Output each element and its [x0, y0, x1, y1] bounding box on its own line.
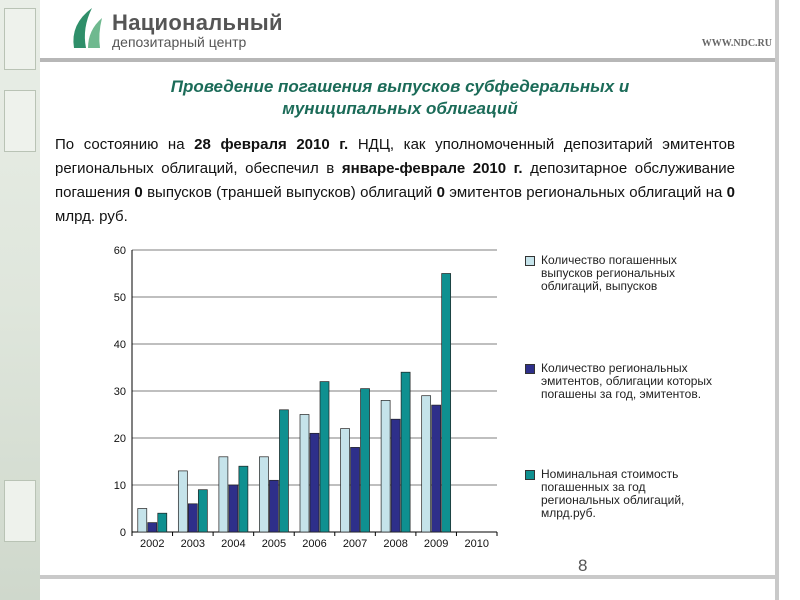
- y-tick-label: 40: [113, 339, 126, 351]
- bar-2: [310, 433, 319, 532]
- legend-swatch: [525, 364, 535, 374]
- window-decoration: [4, 480, 36, 542]
- bar-1: [381, 400, 390, 532]
- window-decoration: [4, 90, 36, 152]
- paragraph-text: По состоянию на: [55, 136, 195, 153]
- x-tick-label: 2007: [342, 538, 368, 550]
- y-tick-label: 20: [113, 433, 126, 445]
- bar-3: [198, 490, 207, 532]
- paragraph-period: январе-феврале 2010 г.: [341, 160, 523, 177]
- legend-label: Номинальная стоимость погашенных за год региональных облигаций, млрд.руб.: [541, 467, 685, 520]
- bar-3: [279, 410, 288, 532]
- x-tick-label: 2002: [140, 538, 165, 550]
- logo-subtitle: депозитарный центр: [112, 34, 247, 50]
- legend-swatch: [525, 470, 535, 480]
- paragraph-issues-count: 0: [134, 184, 143, 201]
- summary-paragraph: [55, 133, 735, 229]
- x-tick-label: 2009: [423, 538, 449, 550]
- legend-swatch: [525, 256, 535, 266]
- bar-1: [178, 471, 187, 532]
- paragraph-text: эмитентов региональных облигаций на: [444, 184, 727, 201]
- y-tick-label: 10: [113, 480, 126, 492]
- paragraph-text: депозитарное обслуживание погашения: [55, 160, 735, 201]
- y-tick-label: 30: [113, 386, 126, 398]
- page-number: 8: [578, 556, 588, 575]
- bar-1: [341, 429, 350, 532]
- legend-label: Количество погашенных выпусков региональных облигаций, выпусков: [541, 253, 677, 293]
- logo-title: Национальный: [112, 10, 283, 35]
- bar-2: [391, 419, 400, 532]
- bar-1: [138, 509, 147, 533]
- paragraph-amount: 0: [726, 184, 736, 201]
- x-tick-label: 2003: [180, 538, 206, 550]
- paragraph-text: НДЦ, как уполномоченный депозитарий эмитентов региональных облигаций, обеспечил в: [55, 136, 735, 177]
- y-tick-label: 0: [119, 527, 126, 539]
- slide-title-line1: Проведение погашения выпусков субфедеральных и: [170, 77, 630, 96]
- bar-3: [239, 466, 248, 532]
- y-tick-label: 60: [113, 245, 126, 257]
- slide-title: [60, 76, 740, 120]
- y-tick-label: 50: [113, 292, 126, 304]
- paragraph-text: млрд. руб.: [55, 208, 128, 225]
- bar-2: [351, 447, 360, 532]
- x-tick-label: 2010: [464, 538, 489, 550]
- bar-3: [361, 389, 370, 532]
- bottom-border: [40, 575, 778, 579]
- bar-1: [259, 457, 268, 532]
- right-border: [775, 0, 779, 600]
- legend-label: Количество региональных эмитентов, облигации которых погашены за год, эмитентов.: [541, 361, 713, 401]
- bar-1: [300, 415, 309, 533]
- bar-3: [158, 513, 167, 532]
- bar-3: [401, 372, 410, 532]
- bar-chart: [96, 240, 506, 560]
- paragraph-text: выпусков (траншей выпусков) облигаций: [142, 184, 437, 201]
- bar-2: [188, 504, 197, 532]
- bar-2: [269, 480, 278, 532]
- background-building-strip: [0, 0, 40, 600]
- bar-2: [229, 485, 238, 532]
- paragraph-date: 28 февраля 2010 г.: [194, 136, 349, 153]
- ndc-logo-icon: [66, 4, 106, 52]
- x-tick-label: 2006: [302, 538, 327, 550]
- bar-2: [148, 523, 157, 532]
- website-link[interactable]: WWW.NDC.RU: [701, 38, 772, 49]
- paragraph-issuers-count: 0: [436, 184, 445, 201]
- bar-1: [219, 457, 228, 532]
- window-decoration: [4, 8, 36, 70]
- x-tick-label: 2008: [383, 538, 408, 550]
- bar-3: [442, 274, 451, 533]
- x-tick-label: 2005: [261, 538, 287, 550]
- x-tick-label: 2004: [221, 538, 246, 550]
- bar-2: [432, 405, 441, 532]
- header-divider: [40, 58, 778, 62]
- bar-3: [320, 382, 329, 532]
- bar-1: [422, 396, 431, 532]
- slide-title-line2: муниципальных облигаций: [282, 99, 518, 118]
